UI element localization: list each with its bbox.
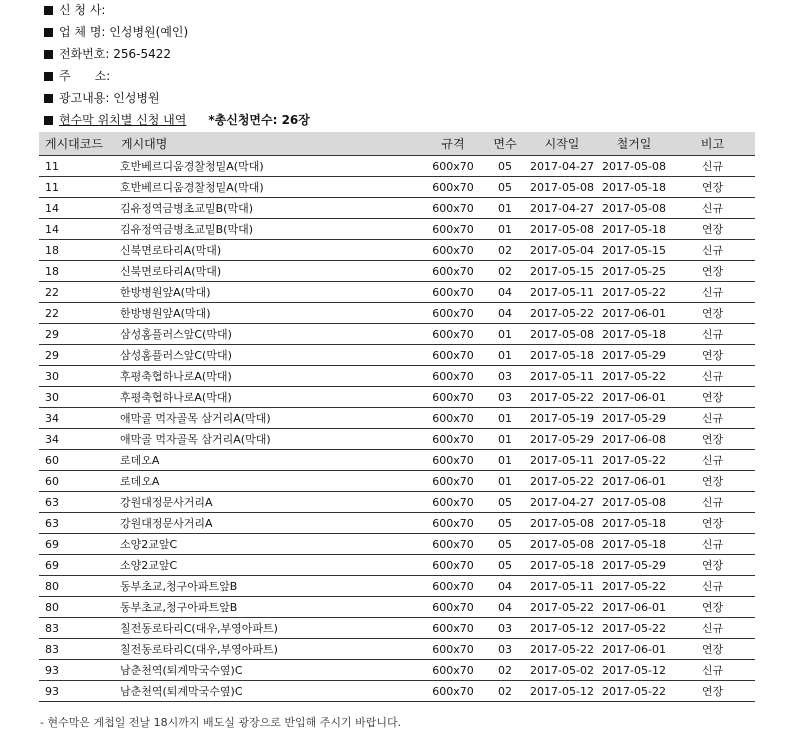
cell-qty: 04 — [484, 282, 526, 303]
cell-qty: 03 — [484, 366, 526, 387]
cell-name: 신북면로타리A(막대) — [120, 261, 422, 282]
applicant-info — [44, 0, 310, 131]
header-size: 규격 — [422, 132, 484, 156]
cell-note: 신규 — [670, 366, 755, 387]
header-start: 시작일 — [526, 132, 598, 156]
cell-note: 연장 — [670, 555, 755, 576]
table-row — [39, 198, 755, 219]
cell-code: 63 — [39, 513, 120, 534]
cell-code: 93 — [39, 660, 120, 681]
summary-row — [44, 109, 310, 131]
cell-qty: 05 — [484, 513, 526, 534]
cell-start: 2017-04-27 — [526, 156, 598, 177]
cell-start: 2017-05-08 — [526, 513, 598, 534]
bullet-icon — [44, 116, 53, 125]
cell-end: 2017-06-01 — [598, 303, 670, 324]
cell-code: 14 — [39, 219, 120, 240]
cell-start: 2017-05-11 — [526, 576, 598, 597]
cell-size: 600x70 — [422, 534, 484, 555]
header-name: 게시대명 — [120, 132, 422, 156]
info-label: 전화번호: — [59, 47, 110, 61]
banner-table — [39, 132, 755, 702]
cell-end: 2017-05-18 — [598, 534, 670, 555]
table-row — [39, 639, 755, 660]
cell-size: 600x70 — [422, 576, 484, 597]
cell-code: 83 — [39, 639, 120, 660]
cell-size: 600x70 — [422, 177, 484, 198]
cell-name: 삼성홈플러스앞C(막대) — [120, 345, 422, 366]
cell-note: 연장 — [670, 387, 755, 408]
cell-qty: 01 — [484, 408, 526, 429]
table-row — [39, 303, 755, 324]
cell-start: 2017-05-22 — [526, 471, 598, 492]
cell-end: 2017-05-12 — [598, 660, 670, 681]
cell-start: 2017-05-12 — [526, 681, 598, 702]
cell-qty: 01 — [484, 429, 526, 450]
cell-end: 2017-05-18 — [598, 219, 670, 240]
cell-note: 신규 — [670, 534, 755, 555]
header-code: 게시대코드 — [39, 132, 120, 156]
cell-note: 신규 — [670, 156, 755, 177]
cell-qty: 02 — [484, 261, 526, 282]
cell-start: 2017-04-27 — [526, 198, 598, 219]
cell-end: 2017-05-08 — [598, 156, 670, 177]
table-row — [39, 282, 755, 303]
cell-end: 2017-05-08 — [598, 492, 670, 513]
cell-qty: 03 — [484, 387, 526, 408]
cell-start: 2017-05-12 — [526, 618, 598, 639]
cell-name: 강원대정문사거리A — [120, 513, 422, 534]
total-count: *총신청면수: 26장 — [208, 113, 310, 127]
cell-size: 600x70 — [422, 471, 484, 492]
cell-name: 호반베르디움경찰청밑A(막대) — [120, 177, 422, 198]
cell-start: 2017-05-29 — [526, 429, 598, 450]
table-row — [39, 240, 755, 261]
table-row — [39, 660, 755, 681]
cell-qty: 01 — [484, 324, 526, 345]
cell-end: 2017-06-01 — [598, 387, 670, 408]
cell-note: 연장 — [670, 681, 755, 702]
table-row — [39, 576, 755, 597]
cell-end: 2017-05-18 — [598, 513, 670, 534]
cell-start: 2017-05-02 — [526, 660, 598, 681]
cell-note: 연장 — [670, 303, 755, 324]
cell-end: 2017-06-01 — [598, 471, 670, 492]
cell-name: 애막골 먹자골목 삼거리A(막대) — [120, 429, 422, 450]
cell-start: 2017-05-22 — [526, 639, 598, 660]
cell-size: 600x70 — [422, 597, 484, 618]
cell-code: 14 — [39, 198, 120, 219]
cell-name: 후평축협하나로A(막대) — [120, 366, 422, 387]
cell-code: 34 — [39, 408, 120, 429]
bullet-icon — [44, 50, 53, 59]
cell-size: 600x70 — [422, 681, 484, 702]
cell-code: 29 — [39, 324, 120, 345]
cell-qty: 03 — [484, 618, 526, 639]
table-row — [39, 471, 755, 492]
cell-qty: 05 — [484, 177, 526, 198]
cell-name: 신북면로타리A(막대) — [120, 240, 422, 261]
cell-size: 600x70 — [422, 660, 484, 681]
table-row — [39, 366, 755, 387]
cell-code: 93 — [39, 681, 120, 702]
cell-code: 22 — [39, 303, 120, 324]
cell-size: 600x70 — [422, 261, 484, 282]
cell-end: 2017-05-22 — [598, 282, 670, 303]
cell-name: 로데오A — [120, 471, 422, 492]
cell-size: 600x70 — [422, 429, 484, 450]
cell-start: 2017-05-08 — [526, 219, 598, 240]
table-header-row — [39, 132, 755, 156]
cell-qty: 02 — [484, 681, 526, 702]
cell-qty: 05 — [484, 492, 526, 513]
cell-name: 강원대정문사거리A — [120, 492, 422, 513]
cell-note: 신규 — [670, 660, 755, 681]
cell-name: 남춘천역(퇴계막국수옆)C — [120, 660, 422, 681]
cell-size: 600x70 — [422, 324, 484, 345]
cell-end: 2017-06-01 — [598, 639, 670, 660]
cell-code: 63 — [39, 492, 120, 513]
cell-size: 600x70 — [422, 366, 484, 387]
cell-code: 80 — [39, 576, 120, 597]
cell-start: 2017-05-11 — [526, 282, 598, 303]
cell-note: 연장 — [670, 429, 755, 450]
cell-size: 600x70 — [422, 303, 484, 324]
cell-code: 80 — [39, 597, 120, 618]
table-row — [39, 219, 755, 240]
cell-code: 30 — [39, 387, 120, 408]
cell-note: 연장 — [670, 513, 755, 534]
cell-note: 신규 — [670, 618, 755, 639]
cell-end: 2017-05-22 — [598, 366, 670, 387]
cell-qty: 02 — [484, 660, 526, 681]
cell-code: 83 — [39, 618, 120, 639]
cell-end: 2017-05-22 — [598, 618, 670, 639]
cell-start: 2017-05-08 — [526, 324, 598, 345]
cell-name: 소양2교앞C — [120, 555, 422, 576]
cell-end: 2017-05-22 — [598, 450, 670, 471]
cell-code: 60 — [39, 471, 120, 492]
cell-code: 29 — [39, 345, 120, 366]
header-note: 비고 — [670, 132, 755, 156]
table-row — [39, 324, 755, 345]
bullet-icon — [44, 6, 53, 15]
table-body — [39, 156, 755, 702]
bullet-icon — [44, 94, 53, 103]
bullet-icon — [44, 28, 53, 37]
cell-code: 34 — [39, 429, 120, 450]
cell-note: 연장 — [670, 345, 755, 366]
cell-size: 600x70 — [422, 156, 484, 177]
cell-note: 신규 — [670, 240, 755, 261]
cell-code: 18 — [39, 261, 120, 282]
cell-code: 11 — [39, 177, 120, 198]
info-value: 256-5422 — [113, 47, 172, 61]
cell-note: 연장 — [670, 639, 755, 660]
cell-code: 69 — [39, 555, 120, 576]
table-row — [39, 681, 755, 702]
cell-note: 신규 — [670, 576, 755, 597]
cell-note: 신규 — [670, 492, 755, 513]
cell-end: 2017-05-18 — [598, 324, 670, 345]
header-qty: 면수 — [484, 132, 526, 156]
footer-note: - 현수막은 게첩일 전날 18시까지 배도실 광장으로 반입해 주시기 바랍니다. — [40, 716, 402, 729]
cell-qty: 03 — [484, 639, 526, 660]
table-row — [39, 450, 755, 471]
cell-start: 2017-05-08 — [526, 177, 598, 198]
cell-start: 2017-05-22 — [526, 597, 598, 618]
table-row — [39, 387, 755, 408]
cell-note: 신규 — [670, 282, 755, 303]
info-row-company — [44, 21, 310, 43]
cell-name: 동부초교,청구아파트앞B — [120, 576, 422, 597]
cell-note: 신규 — [670, 198, 755, 219]
cell-name: 호반베르디움경찰청밑A(막대) — [120, 156, 422, 177]
cell-note: 연장 — [670, 177, 755, 198]
cell-start: 2017-05-18 — [526, 345, 598, 366]
cell-qty: 05 — [484, 156, 526, 177]
cell-size: 600x70 — [422, 492, 484, 513]
cell-size: 600x70 — [422, 408, 484, 429]
cell-qty: 01 — [484, 219, 526, 240]
table-row — [39, 534, 755, 555]
cell-qty: 01 — [484, 450, 526, 471]
info-label: 광고내용: — [59, 91, 110, 105]
cell-note: 연장 — [670, 219, 755, 240]
cell-note: 신규 — [670, 324, 755, 345]
cell-qty: 04 — [484, 576, 526, 597]
cell-start: 2017-05-15 — [526, 261, 598, 282]
cell-size: 600x70 — [422, 240, 484, 261]
cell-end: 2017-05-29 — [598, 555, 670, 576]
cell-start: 2017-05-19 — [526, 408, 598, 429]
cell-qty: 01 — [484, 345, 526, 366]
cell-name: 로데오A — [120, 450, 422, 471]
cell-note: 연장 — [670, 471, 755, 492]
table-row — [39, 597, 755, 618]
cell-start: 2017-05-22 — [526, 387, 598, 408]
table-row — [39, 408, 755, 429]
cell-name: 김유정역금병초교밑B(막대) — [120, 219, 422, 240]
cell-note: 연장 — [670, 261, 755, 282]
cell-qty: 01 — [484, 198, 526, 219]
cell-start: 2017-05-11 — [526, 450, 598, 471]
info-row-ad-content — [44, 87, 310, 109]
cell-qty: 05 — [484, 534, 526, 555]
cell-code: 22 — [39, 282, 120, 303]
cell-size: 600x70 — [422, 198, 484, 219]
cell-size: 600x70 — [422, 618, 484, 639]
cell-qty: 04 — [484, 597, 526, 618]
info-label: 신 청 사: — [59, 3, 106, 17]
info-label: 주 소: — [59, 69, 111, 83]
info-value: 인성병원(예인) — [109, 25, 189, 39]
cell-size: 600x70 — [422, 555, 484, 576]
cell-size: 600x70 — [422, 639, 484, 660]
cell-name: 칠전동로타리C(대우,부영아파트) — [120, 618, 422, 639]
cell-name: 김유정역금병초교밑B(막대) — [120, 198, 422, 219]
table-row — [39, 513, 755, 534]
cell-qty: 05 — [484, 555, 526, 576]
cell-end: 2017-05-25 — [598, 261, 670, 282]
cell-qty: 04 — [484, 303, 526, 324]
table-row — [39, 492, 755, 513]
cell-size: 600x70 — [422, 513, 484, 534]
cell-start: 2017-05-22 — [526, 303, 598, 324]
cell-name: 동부초교,청구아파트앞B — [120, 597, 422, 618]
cell-start: 2017-05-11 — [526, 366, 598, 387]
table-row — [39, 345, 755, 366]
cell-name: 삼성홈플러스앞C(막대) — [120, 324, 422, 345]
info-row-phone — [44, 43, 310, 65]
cell-start: 2017-05-08 — [526, 534, 598, 555]
cell-qty: 02 — [484, 240, 526, 261]
table-row — [39, 429, 755, 450]
cell-qty: 01 — [484, 471, 526, 492]
header-end: 철거일 — [598, 132, 670, 156]
cell-note: 신규 — [670, 408, 755, 429]
cell-start: 2017-05-04 — [526, 240, 598, 261]
cell-size: 600x70 — [422, 219, 484, 240]
cell-name: 남춘천역(퇴계막국수옆)C — [120, 681, 422, 702]
table-row — [39, 261, 755, 282]
info-row-applicant — [44, 0, 310, 21]
cell-end: 2017-06-01 — [598, 597, 670, 618]
info-value: 인성병원 — [113, 91, 160, 105]
cell-code: 60 — [39, 450, 120, 471]
cell-size: 600x70 — [422, 282, 484, 303]
bullet-icon — [44, 72, 53, 81]
table-row — [39, 618, 755, 639]
cell-end: 2017-05-29 — [598, 408, 670, 429]
cell-code: 18 — [39, 240, 120, 261]
cell-end: 2017-05-22 — [598, 576, 670, 597]
cell-end: 2017-06-08 — [598, 429, 670, 450]
cell-name: 소양2교앞C — [120, 534, 422, 555]
cell-end: 2017-05-22 — [598, 681, 670, 702]
cell-start: 2017-05-18 — [526, 555, 598, 576]
cell-note: 신규 — [670, 450, 755, 471]
cell-code: 11 — [39, 156, 120, 177]
cell-size: 600x70 — [422, 345, 484, 366]
cell-end: 2017-05-15 — [598, 240, 670, 261]
summary-title: 현수막 위치별 신청 내역 — [59, 113, 187, 127]
cell-name: 칠전동로타리C(대우,부영아파트) — [120, 639, 422, 660]
cell-code: 30 — [39, 366, 120, 387]
info-row-address — [44, 65, 310, 87]
info-label: 업 체 명: — [59, 25, 106, 39]
cell-name: 애막골 먹자골목 삼거리A(막대) — [120, 408, 422, 429]
cell-end: 2017-05-08 — [598, 198, 670, 219]
cell-name: 후평축협하나로A(막대) — [120, 387, 422, 408]
cell-size: 600x70 — [422, 450, 484, 471]
cell-name: 한방병원앞A(막대) — [120, 303, 422, 324]
cell-code: 69 — [39, 534, 120, 555]
table-row — [39, 156, 755, 177]
cell-size: 600x70 — [422, 387, 484, 408]
table-row — [39, 177, 755, 198]
cell-name: 한방병원앞A(막대) — [120, 282, 422, 303]
cell-note: 연장 — [670, 597, 755, 618]
cell-start: 2017-04-27 — [526, 492, 598, 513]
table-row — [39, 555, 755, 576]
cell-end: 2017-05-29 — [598, 345, 670, 366]
cell-end: 2017-05-18 — [598, 177, 670, 198]
